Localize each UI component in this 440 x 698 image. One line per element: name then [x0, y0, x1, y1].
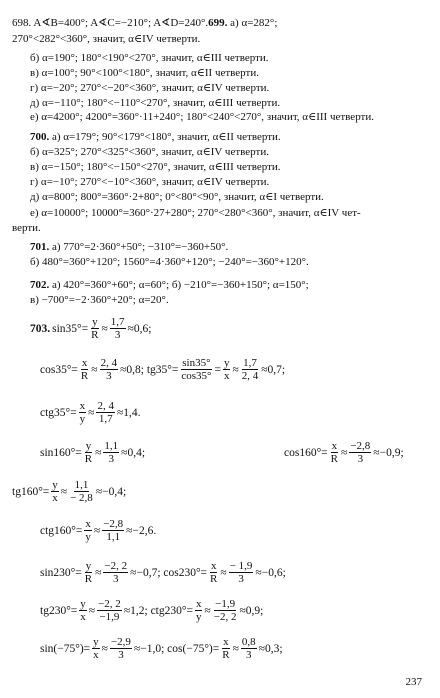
line-702a: 702. а) 420°=360°+60°; α=60°; б) −210°=−360+150°; α=150°; [30, 279, 309, 291]
formula-ctg35: ctg35°= $\frac{x}{y}$ ≈ $\frac{2, 4}{1,7}$ ≈1,4. [40, 400, 141, 425]
formula-sin-cos-neg75: sin(−75°)= $\frac{y}{x}$ ≈ $\frac{-2,9}{3}$ ≈−1,0; cos(−75°)= $\frac{x}{R}$ ≈ $\frac{0,8}{3}$ ≈0,3; [40, 636, 283, 661]
line-699g: г) α=−20°; 270°<−20°<360°, значит, α∈IV четверти. [30, 82, 270, 94]
formula-cos160: cos160°= $\frac{x}{R}$ ≈ $\frac{-2,8}{3}$ ≈−0,9; [284, 440, 404, 465]
line-702v: в) −700°=−2·360°+20°; α=20°. [30, 294, 169, 306]
line-700v: в) α=−150°; 180°<−150°<270°, значит, α∈III четверти. [30, 161, 281, 173]
formula-sin230-cos230: sin230°= $\frac{y}{R}$ ≈ $\frac{-2, 2}{3}$ ≈−0,7; cos230°= $\frac{x}{R}$ ≈ $\frac{- 1,9}{3}$ ≈−0,6; [40, 560, 286, 585]
line-699b: б) α=190°; 180°<190°<270°, значит, α∈III четверти. [30, 52, 269, 64]
line-699d: д) α=−110°; 180°<−110°<270°, значит, α∈III четверти. [30, 97, 281, 109]
formula-tg160: tg160°= $\frac{y}{x}$ ≈ $\frac{1,1}{- 2,8}$ ≈−0,4; [12, 479, 127, 504]
line-700e-cont: верти. [12, 222, 41, 234]
formula-tg230-ctg230: tg230°= $\frac{y}{x}$ ≈ $\frac{-2, 2}{-1,9}$ ≈1,2; ctg230°= $\frac{x}{y}$ ≈ $\frac{-1,9}{-2, 2}$ ≈0,9; [40, 598, 264, 623]
line-699v: в) α=100°; 90°<100°<180°, значит, α∈II четверти. [30, 67, 259, 79]
line-700g: г) α=−10°; 270°<−10°<360°, значит, α∈IV четверти. [30, 176, 270, 188]
formula-sin160: sin160°= $\frac{y}{R}$ ≈ $\frac{1,1}{3}$ ≈0,4; [40, 440, 146, 465]
page-number: 237 [405, 676, 422, 688]
formula-ctg160: ctg160°= $\frac{x}{y}$ ≈ $\frac{-2,8}{1,1}$ ≈−2,6. [40, 518, 157, 543]
line-700e: е) α=10000°; 10000°=360°·27+280°; 270°<280°<360°, значит, α∈IV чет- [30, 207, 361, 219]
line-701a: 701. а) 770°=2·360°+50°; −310°=−360+50°. [30, 241, 229, 253]
line-699e: е) α=4200°; 4200°=360°·11+240°; 180°<240°<270°, значит, α∈III четверти. [30, 111, 374, 123]
line-701b: б) 480°=360°+120°; 1560°=4·360°+120°; −240°=−360°+120°. [30, 256, 309, 268]
line-699-cont: 270°<282°<360°, значит, α∈IV четверти. [12, 33, 201, 45]
line-700b: б) α=325°; 270°<325°<360°, значит, α∈IV четверти. [30, 146, 269, 158]
formula-sin35: 703. sin35°= $\frac{y}{R}$ ≈ $\frac{1,7}{3}$ ≈0,6; [30, 316, 152, 341]
formula-cos35-tg35: cos35°= $\frac{x}{R}$ ≈ $\frac{2, 4}{3}$ ≈0,8; tg35°= $\frac{\sin 35^\circ}{\cos 35^\circ}$ = $\frac{y}{x}$ ≈ $\frac{1,7}{2, 4}$ ≈0,7; [40, 357, 286, 382]
line-700d: д) α=800°; 800°=360°·2+80°; 0°<80°<90°, значит, α∈I четверти. [30, 191, 324, 203]
line-700a: 700. а) α=179°; 90°<179°<180°, значит, α∈II четверти. [30, 131, 281, 143]
line-698: 698. A∢B=400°; A∢C=−210°; A∢D=240°.699. а) α=282°; [12, 17, 278, 29]
